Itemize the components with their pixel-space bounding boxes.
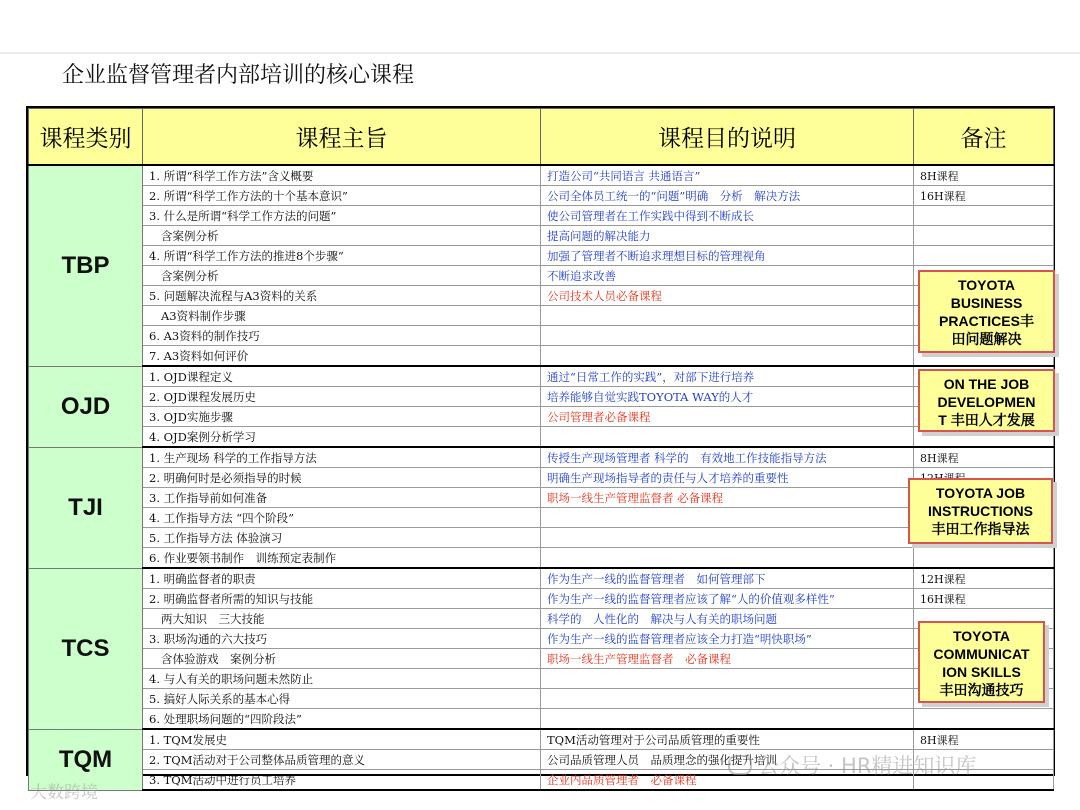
purpose-cell: 通过“日常工作的实践”，对部下进行培养 xyxy=(541,366,914,387)
purpose-cell: 职场一线生产管理监督者 必备课程 xyxy=(541,488,914,508)
callout-line: PRACTICES丰 xyxy=(939,313,1034,329)
category-cell: TBP xyxy=(29,165,143,366)
purpose-cell: 公司技术人员必备课程 xyxy=(541,286,914,306)
subject-cell: 2. 明确监督者所需的知识与技能 xyxy=(143,589,541,609)
purpose-cell: 作为生产一线的监督管理者 如何管理部下 xyxy=(541,568,914,589)
remark-cell xyxy=(914,206,1054,226)
table-row xyxy=(29,447,1054,468)
top-divider xyxy=(0,52,1080,54)
callout-tcs xyxy=(918,621,1045,703)
callout-line: COMMUNICAT xyxy=(933,646,1030,662)
purpose-cell: 打造公司“共同语言 共通语言” xyxy=(541,165,914,186)
purpose-cell: 科学的 人性化的 解决与人有关的职场问题 xyxy=(541,609,914,629)
purpose-cell: 职场一线生产管理监督者 必备课程 xyxy=(541,649,914,669)
remark-cell xyxy=(914,548,1054,569)
subject-cell: 3. 职场沟通的六大技巧 xyxy=(143,629,541,649)
table-row xyxy=(29,548,1054,569)
subject-cell: A3资料制作步骤 xyxy=(143,306,541,326)
remark-cell: 16H课程 xyxy=(914,589,1054,609)
table-row xyxy=(29,246,1054,266)
callout-tbp xyxy=(918,270,1055,353)
table-row xyxy=(29,326,1054,346)
remark-cell: 16H课程 xyxy=(914,186,1054,206)
category-cell: TQM xyxy=(29,729,143,790)
purpose-cell: 企业内品质管理者 必备课程 xyxy=(541,770,914,791)
purpose-cell xyxy=(541,709,914,730)
table-row xyxy=(29,286,1054,306)
course-table xyxy=(28,108,1054,791)
purpose-cell xyxy=(541,528,914,548)
subject-cell: 4. OJD案例分析学习 xyxy=(143,427,541,448)
subject-cell: 两大知识 三大技能 xyxy=(143,609,541,629)
subject-cell: 5. 搞好人际关系的基本心得 xyxy=(143,689,541,709)
subject-cell: 5. 问题解决流程与A3资料的关系 xyxy=(143,286,541,306)
table-row xyxy=(29,729,1054,750)
table-row xyxy=(29,629,1054,649)
remark-cell xyxy=(914,709,1054,730)
header-purpose: 课程目的说明 xyxy=(541,109,914,166)
purpose-cell: 传授生产现场管理者 科学的 有效地工作技能指导方法 xyxy=(541,447,914,468)
table-row xyxy=(29,689,1054,709)
purpose-cell: 公司管理者必备课程 xyxy=(541,407,914,427)
remark-cell xyxy=(914,246,1054,266)
callout-line: TOYOTA xyxy=(957,277,1016,293)
category-cell: TCS xyxy=(29,568,143,729)
table-row xyxy=(29,508,1054,528)
table-row xyxy=(29,669,1054,689)
table-row xyxy=(29,266,1054,286)
table-row xyxy=(29,427,1054,448)
subject-cell: 1. 所谓“科学工作方法”含义概要 xyxy=(143,165,541,186)
remark-cell: 8H课程 xyxy=(914,165,1054,186)
callout-line: 丰田工作指导法 xyxy=(931,521,1030,537)
category-cell: TJI xyxy=(29,447,143,568)
table-row xyxy=(29,226,1054,246)
purpose-cell: 提高问题的解决能力 xyxy=(541,226,914,246)
table-row xyxy=(29,346,1054,367)
header-remark: 备注 xyxy=(914,109,1054,166)
purpose-cell xyxy=(541,669,914,689)
purpose-cell: 培养能够自觉实践TOYOTA WAY的人才 xyxy=(541,387,914,407)
callout-line: TOYOTA xyxy=(952,628,1011,644)
table-body xyxy=(29,165,1054,790)
subject-cell: 1. 生产现场 科学的工作指导方法 xyxy=(143,447,541,468)
table-row xyxy=(29,649,1054,669)
header-subject: 课程主旨 xyxy=(143,109,541,166)
purpose-cell xyxy=(541,689,914,709)
subject-cell: 5. 工作指导方法 体验演习 xyxy=(143,528,541,548)
subject-cell: 6. 作业要领书制作 训练预定表制作 xyxy=(143,548,541,569)
subject-cell: 6. 处理职场问题的“四阶段法” xyxy=(143,709,541,730)
subject-cell: 1. OJD课程定义 xyxy=(143,366,541,387)
subject-cell: 含体验游戏 案例分析 xyxy=(143,649,541,669)
callout-line: BUSINESS xyxy=(950,295,1023,311)
subject-cell: 2. 所谓“科学工作方法的十个基本意识” xyxy=(143,186,541,206)
table-row xyxy=(29,186,1054,206)
callout-line: 丰田沟通技巧 xyxy=(939,682,1024,698)
callout-ojd xyxy=(918,369,1055,432)
header-category: 课程类别 xyxy=(29,109,143,166)
purpose-cell: 不断追求改善 xyxy=(541,266,914,286)
subject-cell: 7. A3资料如何评价 xyxy=(143,346,541,367)
table-row xyxy=(29,387,1054,407)
purpose-cell: 明确生产现场指导者的责任与人才培养的重要性 xyxy=(541,468,914,488)
callout-line: 田问题解决 xyxy=(951,331,1022,347)
purpose-cell xyxy=(541,326,914,346)
purpose-cell xyxy=(541,346,914,367)
table-row xyxy=(29,568,1054,589)
table-row xyxy=(29,165,1054,186)
watermark-wechat-text: 公众号 · HR精进知识库 xyxy=(758,754,977,778)
callout-tji xyxy=(908,478,1053,544)
purpose-cell: 作为生产一线的监督管理者应该全力打造“明快职场” xyxy=(541,629,914,649)
subject-cell: 4. 工作指导方法 “四个阶段” xyxy=(143,508,541,528)
subject-cell: 3. 什么是所谓“科学工作方法的问题” xyxy=(143,206,541,226)
subject-cell: 2. TQM活动对于公司整体品质管理的意义 xyxy=(143,750,541,770)
remark-cell: 12H课程 xyxy=(914,568,1054,589)
subject-cell: 4. 与人有关的职场问题未然防止 xyxy=(143,669,541,689)
callout-line: INSTRUCTIONS xyxy=(928,503,1033,519)
table-row xyxy=(29,709,1054,730)
remark-cell: 8H课程 xyxy=(914,447,1054,468)
callout-line: DEVELOPMEN xyxy=(937,394,1036,410)
purpose-cell: 公司全体员工统一的“问题”明确 分析 解决方法 xyxy=(541,186,914,206)
callout-line: TOYOTA JOB xyxy=(935,485,1026,501)
purpose-cell: 加强了管理者不断追求理想目标的管理视角 xyxy=(541,246,914,266)
header-row xyxy=(29,109,1054,166)
subject-cell: 1. TQM发展史 xyxy=(143,729,541,750)
subject-cell: 3. OJD实施步骤 xyxy=(143,407,541,427)
purpose-cell: 作为生产一线的监督管理者应该了解“人的价值观多样性” xyxy=(541,589,914,609)
wechat-icon xyxy=(728,755,752,775)
table-row xyxy=(29,206,1054,226)
watermark-corner: 大数跨境 xyxy=(30,783,98,803)
subject-cell: 2. 明确何时是必须指导的时候 xyxy=(143,468,541,488)
subject-cell: 2. OJD课程发展历史 xyxy=(143,387,541,407)
purpose-cell xyxy=(541,427,914,448)
table-row xyxy=(29,468,1054,488)
purpose-cell: 使公司管理者在工作实践中得到不断成长 xyxy=(541,206,914,226)
purpose-cell xyxy=(541,508,914,528)
subject-cell: 3. 工作指导前如何准备 xyxy=(143,488,541,508)
subject-cell: 含案例分析 xyxy=(143,226,541,246)
page-title: 企业监督管理者内部培训的核心课程 xyxy=(62,63,415,88)
table-row xyxy=(29,589,1054,609)
purpose-cell: 公司品质管理人员 品质理念的强化提升培训 xyxy=(541,750,914,770)
subject-cell: 1. 明确监督者的职责 xyxy=(143,568,541,589)
subject-cell: 3. TQM活动中进行员工培养 xyxy=(143,770,541,791)
purpose-cell xyxy=(541,548,914,569)
purpose-cell xyxy=(541,306,914,326)
purpose-cell: TQM活动管理对于公司品质管理的重要性 xyxy=(541,729,914,750)
subject-cell: 6. A3资料的制作技巧 xyxy=(143,326,541,346)
remark-cell xyxy=(914,226,1054,246)
subject-cell: 含案例分析 xyxy=(143,266,541,286)
table-row xyxy=(29,306,1054,326)
subject-cell: 4. 所谓“科学工作方法的推进8个步骤” xyxy=(143,246,541,266)
category-cell: OJD xyxy=(29,366,143,447)
remark-cell: 8H课程 xyxy=(914,729,1054,750)
watermark-wechat xyxy=(728,750,976,780)
table-row xyxy=(29,609,1054,629)
callout-line: ION SKILLS xyxy=(942,664,1021,680)
table-row xyxy=(29,488,1054,508)
table-row xyxy=(29,366,1054,387)
callout-line: T 丰田人才发展 xyxy=(938,412,1035,428)
table-row xyxy=(29,528,1054,548)
callout-line: ON THE JOB xyxy=(943,376,1030,392)
table-row xyxy=(29,407,1054,427)
